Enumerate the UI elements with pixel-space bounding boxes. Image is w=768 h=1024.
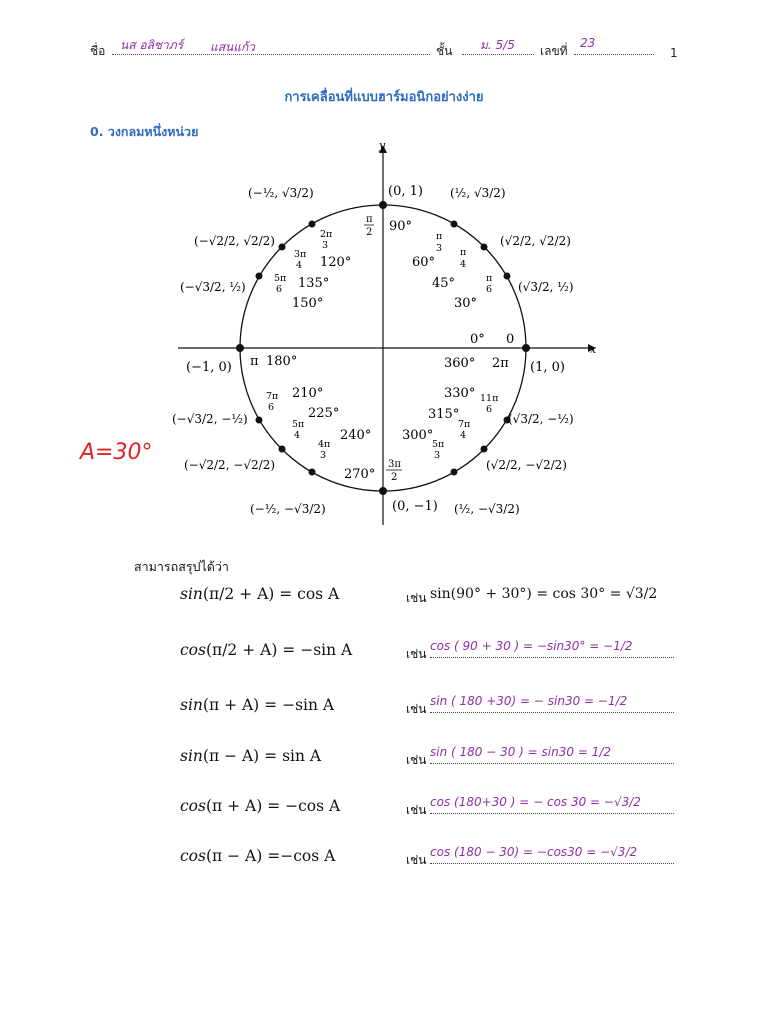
svg-text:π: π <box>486 273 493 284</box>
identity-result: = −sin A <box>277 641 353 659</box>
svg-text:2π: 2π <box>320 229 333 240</box>
svg-text:(−√3/2, −½): (−√3/2, −½) <box>172 412 248 426</box>
identity-argument: (π + A) <box>202 696 260 714</box>
example-answer[interactable]: cos (180 − 30) = −cos30 = −√3/2 <box>430 845 674 864</box>
deg-150: 150° <box>292 296 324 311</box>
identity-function: cos <box>180 847 206 865</box>
rad-180: π <box>250 354 259 369</box>
identity-function: sin <box>180 585 203 603</box>
example-answer[interactable]: sin ( 180 +30) = − sin30 = −1/2 <box>430 694 674 713</box>
svg-text:6: 6 <box>276 284 283 295</box>
identity-formula <box>180 696 334 714</box>
svg-text:π: π <box>436 231 443 242</box>
name-label: ชื่อ <box>90 44 106 58</box>
example-answer[interactable]: cos (180+30 ) = − cos 30 = −√3/2 <box>430 795 674 814</box>
identity-argument: (π + A) <box>205 797 263 815</box>
svg-text:2: 2 <box>366 227 373 238</box>
identity-argument: (π − A) <box>202 747 260 765</box>
example-label: เช่น <box>406 647 427 661</box>
identity-function: cos <box>180 641 206 659</box>
svg-text:5π: 5π <box>274 273 287 284</box>
svg-text:3: 3 <box>320 450 327 461</box>
point-210 <box>256 417 263 424</box>
deg-225: 225° <box>308 406 340 421</box>
svg-text:(√3/2, ½): (√3/2, ½) <box>518 280 574 294</box>
point-120 <box>309 221 316 228</box>
deg-180: 180° <box>266 354 298 369</box>
svg-text:4π: 4π <box>318 439 331 450</box>
identity-result: = sin A <box>259 747 322 765</box>
svg-text:(−½, −√3/2): (−½, −√3/2) <box>250 502 326 516</box>
svg-text:7π: 7π <box>266 391 279 402</box>
svg-text:(−½, √3/2): (−½, √3/2) <box>248 186 314 200</box>
deg-270: 270° <box>344 467 376 482</box>
radian-fractions <box>266 229 498 461</box>
svg-text:3: 3 <box>436 243 443 254</box>
class-label: ชั้น <box>436 44 453 58</box>
example-label: เช่น <box>406 803 427 817</box>
svg-text:π: π <box>460 247 467 258</box>
deg-300: 300° <box>402 428 434 443</box>
x-axis-label: x <box>590 343 597 356</box>
identity-argument: (π/2 + A) <box>205 641 278 659</box>
point-30 <box>504 273 511 280</box>
deg-315: 315° <box>428 407 460 422</box>
number-value: 23 <box>580 36 596 50</box>
identity-formula <box>180 847 335 865</box>
svg-text:11π: 11π <box>480 393 499 404</box>
svg-text:3π: 3π <box>294 249 307 260</box>
svg-text:4: 4 <box>460 430 467 441</box>
deg-30: 30° <box>454 296 478 311</box>
identity-argument: (π/2 + A) <box>202 585 275 603</box>
example-answer[interactable]: sin ( 180 − 30 ) = sin30 = 1/2 <box>430 745 674 764</box>
point-60 <box>451 221 458 228</box>
svg-text:2: 2 <box>391 472 398 483</box>
identity-function: cos <box>180 797 206 815</box>
point-180 <box>236 344 244 352</box>
section-heading: 0. วงกลมหนึ่งหน่วย <box>90 124 199 139</box>
unit-circle-diagram <box>170 135 610 530</box>
number-label: เลขที่ <box>540 44 568 58</box>
point-240 <box>309 469 316 476</box>
svg-text:3: 3 <box>434 450 441 461</box>
rad-0: 0 <box>506 332 515 347</box>
identity-result: = −cos A <box>262 797 341 815</box>
deg-330: 330° <box>444 386 476 401</box>
identity-argument: (π − A) <box>205 847 263 865</box>
identity-function: sin <box>180 696 203 714</box>
identity-formula <box>180 585 339 603</box>
point-90 <box>379 201 387 209</box>
identity-result: = cos A <box>274 585 340 603</box>
deg-135: 135° <box>298 276 330 291</box>
coord-180: (−1, 0) <box>186 360 232 375</box>
point-300 <box>451 469 458 476</box>
example-answer[interactable]: cos ( 90 + 30 ) = −sin30° = −1/2 <box>430 639 674 658</box>
identity-formula <box>180 797 340 815</box>
svg-text:(−√2/2, −√2/2): (−√2/2, −√2/2) <box>184 458 276 472</box>
y-axis-label: y <box>379 139 386 152</box>
rad-360: 2π <box>492 356 509 371</box>
deg-210: 210° <box>292 386 324 401</box>
example-label: เช่น <box>406 591 427 605</box>
coord-90: (0, 1) <box>388 184 423 199</box>
svg-text:6: 6 <box>486 404 493 415</box>
point-315 <box>481 446 488 453</box>
svg-text:4: 4 <box>296 260 303 271</box>
identity-function: sin <box>180 747 203 765</box>
svg-text:4: 4 <box>294 430 301 441</box>
coord-0: (1, 0) <box>530 360 565 375</box>
deg-120: 120° <box>320 255 352 270</box>
svg-text:(−√3/2, ½): (−√3/2, ½) <box>180 280 246 294</box>
svg-text:(½, −√3/2): (½, −√3/2) <box>454 502 520 516</box>
class-value: ม. 5/5 <box>480 38 515 52</box>
svg-text:3: 3 <box>322 240 329 251</box>
summary-label: สามารถสรุปได้ว่า <box>134 559 229 574</box>
point-45 <box>481 244 488 251</box>
point-135 <box>279 244 286 251</box>
deg-45: 45° <box>432 276 456 291</box>
deg-240: 240° <box>340 428 372 443</box>
svg-text:(−√2/2, √2/2): (−√2/2, √2/2) <box>194 234 275 248</box>
surname-value: แสนแก้ว <box>210 40 255 54</box>
identity-result: =−cos A <box>262 847 336 865</box>
svg-text:(√3/2, −½): (√3/2, −½) <box>508 412 574 426</box>
point-0 <box>522 344 530 352</box>
handwritten-note: A=30° <box>80 440 153 465</box>
deg-0: 0° <box>470 332 485 347</box>
svg-text:(½, √3/2): (½, √3/2) <box>450 186 506 200</box>
svg-text:6: 6 <box>268 402 275 413</box>
svg-text:(√2/2, −√2/2): (√2/2, −√2/2) <box>486 458 567 472</box>
svg-text:5π: 5π <box>292 419 305 430</box>
identity-formula <box>180 641 352 659</box>
svg-text:3π: 3π <box>388 459 401 470</box>
deg-60: 60° <box>412 255 436 270</box>
svg-text:4: 4 <box>460 259 467 270</box>
name-value: นส อลิชาภร์ <box>120 38 184 52</box>
svg-text:(√2/2, √2/2): (√2/2, √2/2) <box>500 234 571 248</box>
rad-90: π <box>366 214 373 225</box>
deg-360: 360° <box>444 356 476 371</box>
identity-result: = −sin A <box>259 696 335 714</box>
example-label: เช่น <box>406 702 427 716</box>
point-225 <box>279 446 286 453</box>
example-answer: sin(90° + 30°) = cos 30° = √3/2 <box>430 586 658 602</box>
page-number: 1 <box>670 46 678 60</box>
deg-90: 90° <box>389 219 413 234</box>
svg-text:7π: 7π <box>458 419 471 430</box>
example-label: เช่น <box>406 853 427 867</box>
point-150 <box>256 273 263 280</box>
svg-text:5π: 5π <box>432 439 445 450</box>
page-title: การเคลื่อนที่แบบฮาร์มอนิกอย่างง่าย <box>284 90 484 105</box>
identity-formula <box>180 747 321 765</box>
coord-270: (0, −1) <box>392 499 438 514</box>
svg-text:6: 6 <box>486 284 493 295</box>
example-label: เช่น <box>406 753 427 767</box>
point-270 <box>379 487 387 495</box>
